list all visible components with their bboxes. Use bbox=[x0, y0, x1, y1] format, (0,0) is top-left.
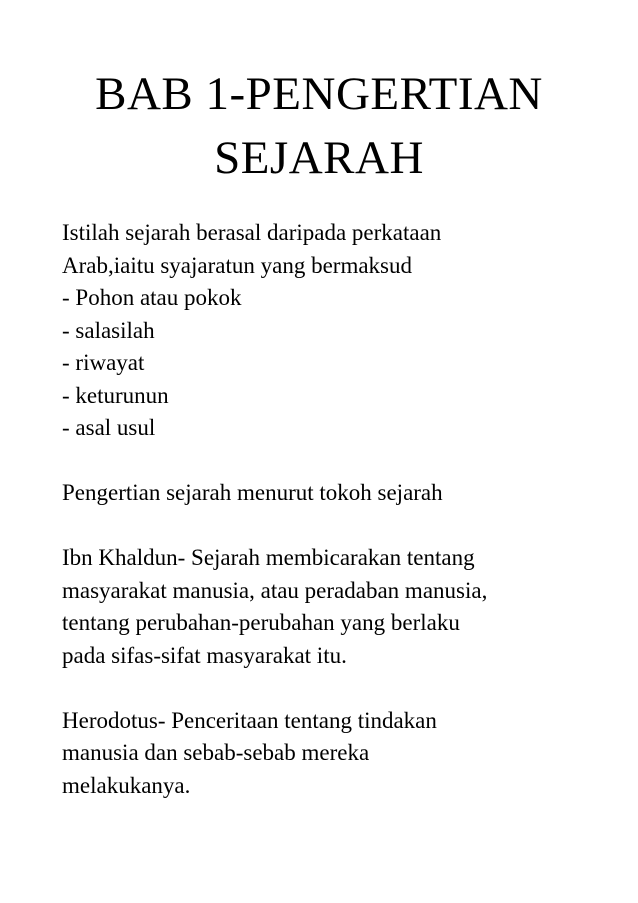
title-line-2: SEJARAH bbox=[214, 132, 424, 184]
ibn-khaldun-line-4: pada sifas-sifat masyarakat itu. bbox=[62, 642, 347, 668]
section-heading: Pengertian sejarah menurut tokoh sejarah bbox=[62, 480, 443, 505]
intro-line-2: Arab,iaitu syajaratun yang bermaksud bbox=[62, 252, 412, 278]
paragraph-gap bbox=[62, 672, 622, 705]
title-line-1: BAB 1-PENGERTIAN bbox=[95, 68, 543, 120]
herodotus-line-3: melakukanya. bbox=[62, 772, 191, 798]
document-body bbox=[62, 217, 622, 802]
paragraph-gap bbox=[62, 510, 622, 543]
herodotus-line-2: manusia dan sebab-sebab mereka bbox=[62, 740, 370, 765]
list-item: - riwayat bbox=[62, 350, 145, 375]
herodotus-paragraph bbox=[62, 705, 622, 803]
meaning-list bbox=[62, 282, 622, 445]
ibn-khaldun-line-1: Ibn Khaldun- Sejarah membicarakan tentang bbox=[62, 545, 475, 570]
list-item: - asal usul bbox=[62, 415, 156, 440]
page-title bbox=[0, 62, 638, 190]
list-item: - salasilah bbox=[62, 317, 155, 343]
paragraph-gap bbox=[62, 445, 622, 478]
herodotus-line-1: Herodotus- Penceritaan tentang tindakan bbox=[62, 707, 437, 733]
intro-paragraph bbox=[62, 217, 622, 282]
list-item: - Pohon atau pokok bbox=[62, 285, 242, 310]
list-item: - keturunun bbox=[62, 382, 169, 408]
intro-line-1: Istilah sejarah berasal daripada perkataan bbox=[62, 220, 442, 245]
ibn-khaldun-line-3: tentang perubahan-perubahan yang berlaku bbox=[62, 610, 460, 635]
ibn-khaldun-paragraph bbox=[62, 542, 622, 672]
ibn-khaldun-line-2: masyarakat manusia, atau peradaban manusia, bbox=[62, 577, 488, 603]
